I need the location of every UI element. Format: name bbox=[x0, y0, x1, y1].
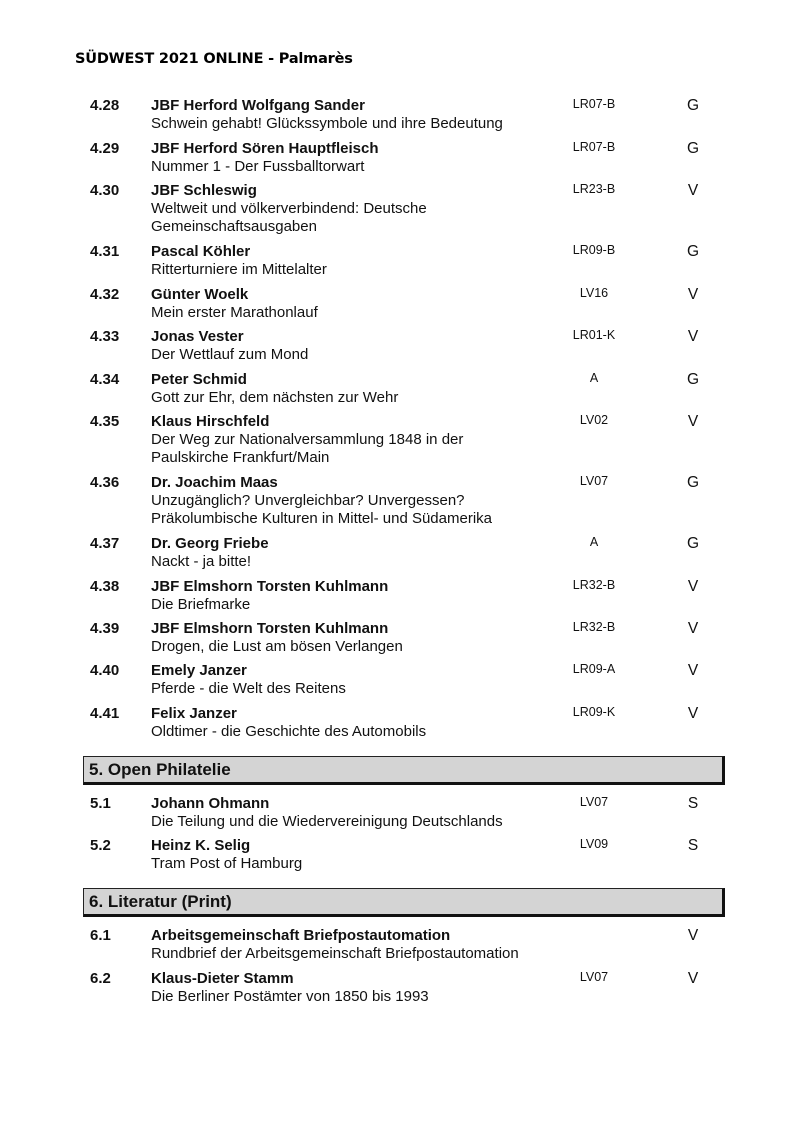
medal: V bbox=[687, 620, 699, 637]
exhibit-title: Nummer 1 - Der Fussballtorwart bbox=[151, 158, 365, 175]
exhibit-title: Weltweit und völkerverbindend: Deutsche bbox=[151, 200, 427, 217]
medal: S bbox=[687, 837, 699, 854]
medal: V bbox=[687, 662, 699, 679]
exhibitor-name: Felix Janzer bbox=[151, 705, 237, 722]
exhibit-title: Unzugänglich? Unvergleichbar? Unvergessen? bbox=[151, 492, 465, 509]
exhibit-title-line-2: Präkolumbische Kulturen in Mittel- und Südamerika bbox=[151, 510, 492, 527]
exhibit-title: Oldtimer - die Geschichte des Automobils bbox=[151, 723, 427, 740]
entry-number: 5.2 bbox=[90, 837, 111, 854]
class-code: LR32-B bbox=[572, 578, 616, 592]
class-code: A bbox=[589, 371, 599, 385]
class-code: LR09-B bbox=[572, 243, 616, 257]
exhibit-title: Rundbrief der Arbeitsgemeinschaft Briefpostautomation bbox=[151, 945, 519, 962]
entry-number: 4.40 bbox=[90, 662, 120, 679]
exhibit-title: Der Wettlauf zum Mond bbox=[151, 346, 309, 363]
exhibit-title: Nackt - ja bitte! bbox=[151, 553, 252, 570]
entry-number: 6.1 bbox=[90, 927, 111, 944]
medal: V bbox=[687, 705, 699, 722]
class-code: LR07-B bbox=[572, 97, 616, 111]
exhibitor-name: Klaus-Dieter Stamm bbox=[151, 970, 294, 987]
exhibit-title: Mein erster Marathonlauf bbox=[151, 304, 318, 321]
class-code: LV16 bbox=[579, 286, 609, 300]
entry-number: 6.2 bbox=[90, 970, 111, 987]
medal: G bbox=[686, 371, 700, 388]
exhibitor-name: Emely Janzer bbox=[151, 662, 247, 679]
exhibitor-name: Dr. Georg Friebe bbox=[151, 535, 269, 552]
section-header-literatur-print bbox=[83, 888, 725, 917]
class-code: LR09-K bbox=[572, 705, 616, 719]
exhibit-title: Schwein gehabt! Glückssymbole und ihre Bedeutung bbox=[151, 115, 503, 132]
exhibitor-name: Jonas Vester bbox=[151, 328, 244, 345]
medal: V bbox=[687, 578, 699, 595]
exhibitor-name: JBF Herford Sören Hauptfleisch bbox=[151, 140, 379, 157]
medal: V bbox=[687, 413, 699, 430]
exhibitor-name: JBF Elmshorn Torsten Kuhlmann bbox=[151, 578, 389, 595]
exhibit-title: Tram Post of Hamburg bbox=[151, 855, 303, 872]
exhibit-title: Pferde - die Welt des Reitens bbox=[151, 680, 346, 697]
medal: V bbox=[687, 970, 699, 987]
exhibit-title-line-2: Paulskirche Frankfurt/Main bbox=[151, 449, 330, 466]
entry-number: 4.34 bbox=[90, 371, 120, 388]
section-heading: 6. Literatur (Print) bbox=[89, 892, 232, 911]
exhibit-title: Gott zur Ehr, dem nächsten zur Wehr bbox=[151, 389, 399, 406]
exhibit-title: Drogen, die Lust am bösen Verlangen bbox=[151, 638, 403, 655]
medal: V bbox=[687, 182, 699, 199]
class-code: LR32-B bbox=[572, 620, 616, 634]
medal: G bbox=[686, 535, 700, 552]
exhibit-title: Die Briefmarke bbox=[151, 596, 251, 613]
exhibitor-name: JBF Elmshorn Torsten Kuhlmann bbox=[151, 620, 389, 637]
exhibit-title: Ritterturniere im Mittelalter bbox=[151, 261, 327, 278]
class-code: LR07-B bbox=[572, 140, 616, 154]
class-code: LR09-A bbox=[572, 662, 616, 676]
entry-number: 4.29 bbox=[90, 140, 120, 157]
medal: G bbox=[686, 140, 700, 157]
entry-number: 4.31 bbox=[90, 243, 120, 260]
exhibitor-name: Günter Woelk bbox=[151, 286, 249, 303]
entry-number: 4.38 bbox=[90, 578, 120, 595]
class-code: LV07 bbox=[579, 970, 609, 984]
entry-number: 4.28 bbox=[90, 97, 120, 114]
exhibitor-name: JBF Herford Wolfgang Sander bbox=[151, 97, 365, 114]
medal: S bbox=[687, 795, 699, 812]
exhibitor-name: Dr. Joachim Maas bbox=[151, 474, 278, 491]
entry-number: 4.41 bbox=[90, 705, 120, 722]
document-title: SÜDWEST 2021 ONLINE - Palmarès bbox=[75, 51, 353, 67]
exhibit-title: Die Berliner Postämter von 1850 bis 1993 bbox=[151, 988, 429, 1005]
class-code: LR23-B bbox=[572, 182, 616, 196]
exhibit-title: Die Teilung und die Wiedervereinigung Deutschlands bbox=[151, 813, 503, 830]
medal: V bbox=[687, 286, 699, 303]
entry-number: 4.33 bbox=[90, 328, 120, 345]
exhibitor-name: Heinz K. Selig bbox=[151, 837, 251, 854]
section-header-open-philatelie bbox=[83, 756, 725, 785]
medal: V bbox=[687, 328, 699, 345]
medal: G bbox=[686, 97, 700, 114]
class-code: LV07 bbox=[579, 474, 609, 488]
entry-number: 4.35 bbox=[90, 413, 120, 430]
exhibitor-name: JBF Schleswig bbox=[151, 182, 257, 199]
medal: V bbox=[687, 927, 699, 944]
entry-number: 5.1 bbox=[90, 795, 111, 812]
medal: G bbox=[686, 243, 700, 260]
exhibitor-name: Pascal Köhler bbox=[151, 243, 251, 260]
class-code: LV02 bbox=[579, 413, 609, 427]
exhibit-title: Der Weg zur Nationalversammlung 1848 in der bbox=[151, 431, 464, 448]
class-code: LV07 bbox=[579, 795, 609, 809]
exhibitor-name: Klaus Hirschfeld bbox=[151, 413, 270, 430]
entry-number: 4.30 bbox=[90, 182, 120, 199]
exhibitor-name: Johann Ohmann bbox=[151, 795, 270, 812]
class-code: LR01-K bbox=[572, 328, 616, 342]
class-code: LV09 bbox=[579, 837, 609, 851]
exhibit-title-line-2: Gemeinschaftsausgaben bbox=[151, 218, 317, 235]
entry-number: 4.32 bbox=[90, 286, 120, 303]
medal: G bbox=[686, 474, 700, 491]
entry-number: 4.39 bbox=[90, 620, 120, 637]
entry-number: 4.36 bbox=[90, 474, 120, 491]
class-code: A bbox=[589, 535, 599, 549]
exhibitor-name: Peter Schmid bbox=[151, 371, 247, 388]
section-heading: 5. Open Philatelie bbox=[89, 760, 231, 779]
entry-number: 4.37 bbox=[90, 535, 120, 552]
exhibitor-name: Arbeitsgemeinschaft Briefpostautomation bbox=[151, 927, 451, 944]
